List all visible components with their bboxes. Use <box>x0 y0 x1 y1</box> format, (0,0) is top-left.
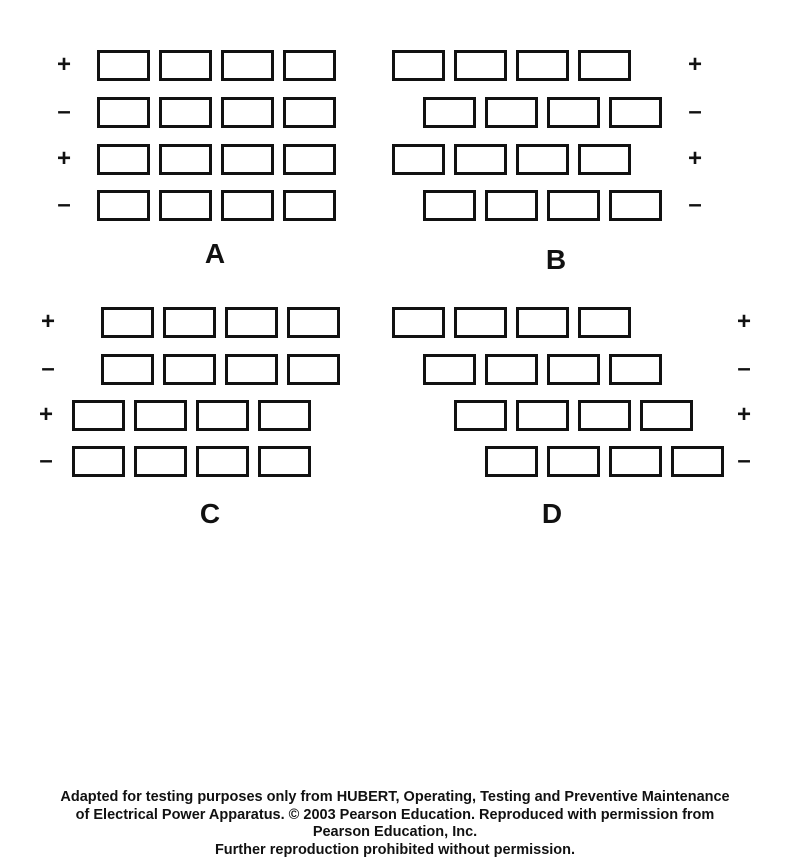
diagram-label: C <box>199 498 221 529</box>
caption-line-3: Pearson Education, Inc. <box>312 824 478 840</box>
battery-cell <box>640 400 693 431</box>
battery-cell <box>671 446 724 477</box>
battery-cell <box>547 190 600 221</box>
battery-cell <box>134 400 187 431</box>
battery-cell <box>547 354 600 385</box>
battery-cell <box>196 400 249 431</box>
negative-sign: – <box>688 191 702 218</box>
battery-cell <box>159 97 212 128</box>
positive-sign: + <box>56 51 71 78</box>
battery-cell <box>163 354 216 385</box>
battery-cell <box>221 190 274 221</box>
battery-cell <box>225 354 278 385</box>
battery-cell <box>578 307 631 338</box>
battery-cell <box>101 307 154 338</box>
positive-sign: + <box>687 51 702 78</box>
battery-cell <box>101 354 154 385</box>
battery-cell <box>72 400 125 431</box>
battery-cell <box>258 446 311 477</box>
battery-cell <box>196 446 249 477</box>
battery-cell <box>221 144 274 175</box>
battery-cell <box>287 307 340 338</box>
battery-cell <box>392 50 445 81</box>
negative-sign: – <box>57 98 71 125</box>
battery-cell <box>392 307 445 338</box>
battery-cell <box>283 50 336 81</box>
battery-cell <box>578 400 631 431</box>
battery-cell <box>547 446 600 477</box>
battery-cell <box>454 144 507 175</box>
battery-cell <box>516 144 569 175</box>
positive-sign: + <box>687 145 702 172</box>
negative-sign: – <box>688 98 702 125</box>
positive-sign: + <box>56 145 71 172</box>
battery-cell <box>485 97 538 128</box>
caption-line-1: Adapted for testing purposes only from HUBERT, Operating, Testing and Preventive Maintenance <box>60 789 730 805</box>
battery-cell <box>485 446 538 477</box>
positive-sign: + <box>38 401 53 428</box>
battery-cell <box>159 50 212 81</box>
diagram-label: B <box>545 244 567 275</box>
battery-cell <box>97 97 150 128</box>
positive-sign: + <box>736 401 751 428</box>
positive-sign: + <box>736 308 751 335</box>
positive-sign: + <box>40 308 55 335</box>
battery-cell <box>516 50 569 81</box>
battery-cell <box>287 354 340 385</box>
battery-cell <box>423 354 476 385</box>
battery-cell <box>609 446 662 477</box>
battery-cell <box>283 190 336 221</box>
copyright-caption <box>0 789 790 859</box>
battery-cell <box>97 190 150 221</box>
battery-cell <box>485 354 538 385</box>
battery-cell <box>609 354 662 385</box>
battery-cell <box>609 97 662 128</box>
battery-cell <box>516 307 569 338</box>
battery-cell <box>159 190 212 221</box>
battery-cell <box>163 307 216 338</box>
battery-cell <box>423 190 476 221</box>
battery-cell <box>454 400 507 431</box>
battery-cell <box>221 50 274 81</box>
battery-cell <box>159 144 212 175</box>
battery-cell <box>258 400 311 431</box>
negative-sign: – <box>737 447 751 474</box>
battery-cell <box>97 50 150 81</box>
battery-cell <box>423 97 476 128</box>
diagram-label: D <box>541 498 563 529</box>
battery-cell <box>516 400 569 431</box>
negative-sign: – <box>57 191 71 218</box>
battery-cell <box>578 144 631 175</box>
battery-cell <box>225 307 278 338</box>
negative-sign: – <box>737 355 751 382</box>
negative-sign: – <box>39 447 53 474</box>
caption-line-4: Further reproduction prohibited without permission. <box>214 841 576 858</box>
battery-cell <box>97 144 150 175</box>
battery-cell <box>454 307 507 338</box>
battery-cell <box>609 190 662 221</box>
battery-cell <box>72 446 125 477</box>
caption-line-2: of Electrical Power Apparatus. © 2003 Pearson Education. Reproduced with permission from <box>75 806 715 823</box>
battery-cell <box>578 50 631 81</box>
battery-cell <box>454 50 507 81</box>
negative-sign: – <box>41 355 55 382</box>
battery-cell <box>392 144 445 175</box>
battery-cell <box>221 97 274 128</box>
battery-cell <box>485 190 538 221</box>
battery-cell <box>283 97 336 128</box>
battery-cell <box>283 144 336 175</box>
battery-cell <box>547 97 600 128</box>
diagram-label: A <box>204 238 226 269</box>
battery-cell <box>134 446 187 477</box>
